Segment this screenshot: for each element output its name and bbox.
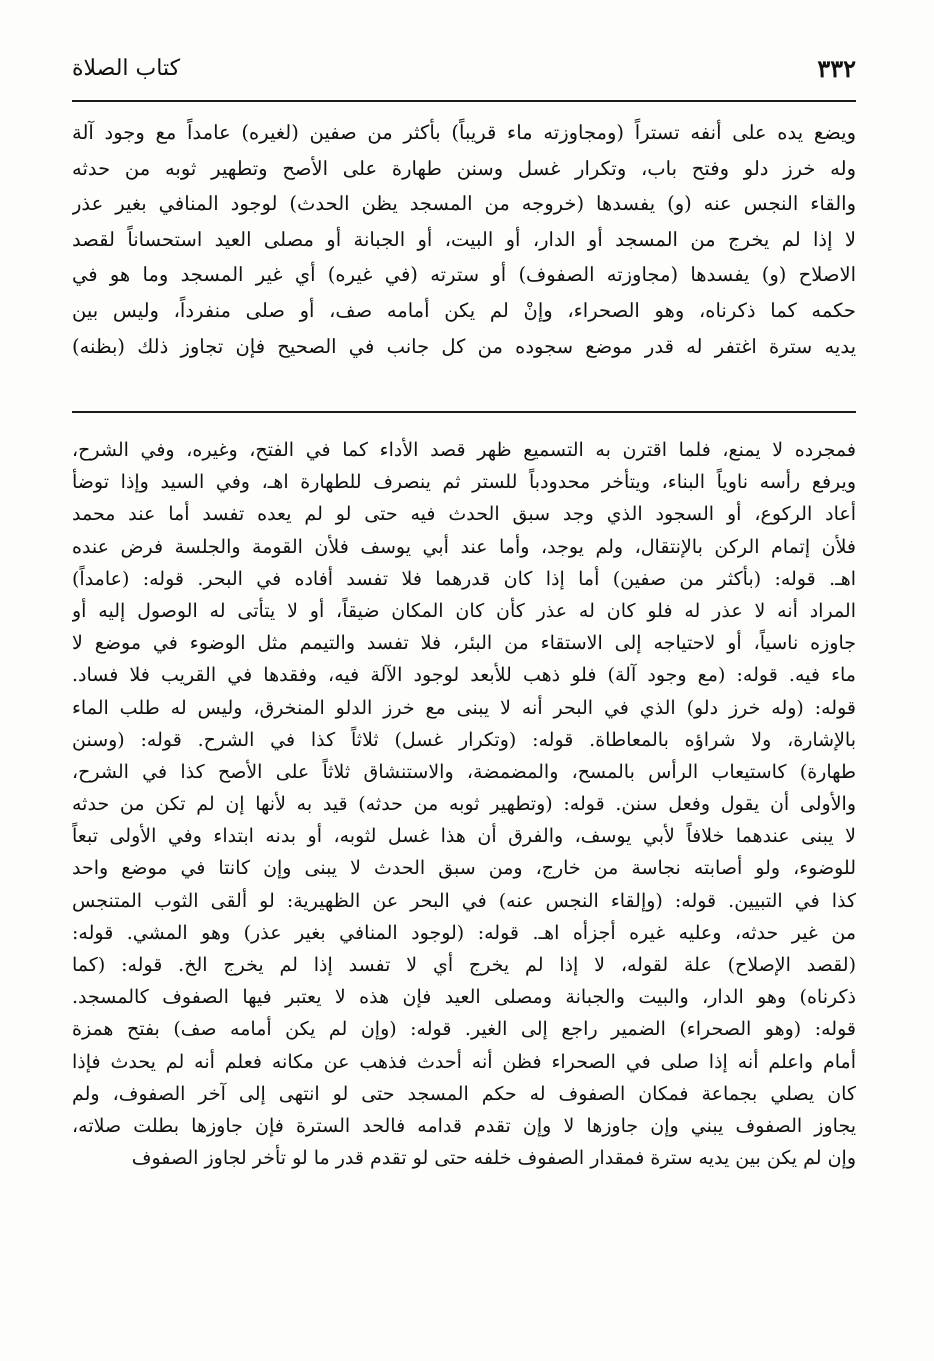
commentary-line: كذا في التبيين. قوله: (وإلقاء النجس عنه) في البحر عن الظهيرية: لو ألقى الثوب المتنجس bbox=[72, 889, 856, 912]
commentary-line: بالإشارة، ولا شراؤه بالمعاطاة. قوله: (وتكرار غسل) ثلاثاً كذا في الشرح. قوله: (وسنن bbox=[72, 728, 856, 751]
commentary-line: أمام واعلم أنه إذا صلى في الصحراء فظن أنه أحدث فذهب عن مكانه فعلم أنه لم يحدث فإذا bbox=[72, 1050, 856, 1073]
commentary-line: طهارة) كاستيعاب الرأس بالمسح، والمضمضة، والاستنشاق ثلاثاً على الأصح كذا في الشرح، bbox=[72, 760, 856, 783]
commentary-line: اهـ. قوله: (بأكثر من صفين) أما إذا كان قدرهما فلا تفسد أفاده في البحر. قوله: (عامداً) bbox=[72, 567, 856, 590]
commentary-line: المراد أنه لا عذر له فلو كان له عذر كأن كان المكان ضيقاً، أو لا يتأتى له الوصول إليه أو bbox=[72, 599, 856, 622]
commentary-line: فلأن إتمام الركن بالإنتقال، ولم يوجد، وأما عند أبي يوسف فلأن القومة والجلسة فرض عنده bbox=[72, 535, 856, 558]
commentary-line: ذكرناه) وهو الدار، والبيت والجبانة ومصلى العيد فإن هذه لا يعتبر فيها الصفوف كالمسجد. bbox=[72, 986, 856, 1009]
commentary-line: ماء فيه. قوله: (مع وجود آلة) فلو ذهب للأبعد لوجود الآلة فيه، وفقدها في القريب فلا فساد. bbox=[72, 664, 856, 687]
commentary-line: والأولى أن يقول وفعل سنن. قوله: (وتطهير ثوبه من حدثه) قيد به لأنها إن لم تكن من حدثه bbox=[72, 793, 856, 816]
main-text-line: وله خرز دلو وفتح باب، وتكرار غسل وسنن طهارة على الأصح وتطهير ثوبه من حدثه bbox=[72, 156, 856, 180]
commentary-line: ويرفع رأسه ناوياً البناء، ويتأخر محدودباً للستر ثم ينصرف للطهارة اهـ، وفي السيد وإذا توضأ bbox=[72, 471, 856, 494]
commentary-line: لا يبنى عندهما خلافاً لأبي يوسف، والفرق أن هذا غسل لثوبه، أو بدنه ابتداء وفي الأولى تبعاً bbox=[72, 825, 856, 848]
commentary-line: جاوزه ناسياً، أو لاحتياجه إلى الاستقاء من البئر، فلا تفسد والتيمم مثل الوضوء في موضع لا bbox=[72, 632, 856, 655]
commentary-line: كان يصلي بجماعة فمكان الصفوف له حكم المسجد حتى لو انتهى إلى آخر الصفوف، ولم bbox=[72, 1082, 856, 1105]
commentary-line: من غير حدثه، وعليه غيره أجزأه اهـ. قوله: (لوجود المنافي بغير عذر) وهو المشي. قوله: bbox=[72, 921, 856, 944]
page-number: ٣٣٢ bbox=[817, 54, 856, 83]
commentary-line: أعاد الركوع، أو السجود الذي وجد سبق الحدث فيه حتى لو لم يعده تفسد أما عند محمد bbox=[72, 503, 856, 526]
header-divider bbox=[72, 100, 856, 102]
main-text-line: الاصلاح (و) يفسدها (مجاوزته الصفوف) أو سترته (في غيره) أي غير المسجد وما هو في bbox=[72, 263, 856, 287]
main-text-line: حكمه كما ذكرناه، وهو الصحراء، وإنْ لم يكن أمامه صف، أو صلى منفرداً، وليس بين bbox=[72, 298, 856, 322]
commentary-text bbox=[72, 434, 856, 1174]
main-text-line: ويضع يده على أنفه تستراً (ومجاوزته ماء قريباً) بأكثر من صفين (لغيره) عامداً مع وجود آلة bbox=[72, 121, 856, 144]
book-title: كتاب الصلاة bbox=[72, 56, 181, 81]
commentary-line: فمجرده لا يمنع، فلما اقترن به التسميع ظهر قصد الأداء كما في الفتح، وغيره، وفي الشرح، bbox=[72, 439, 856, 461]
commentary-line: وإن لم يكن بين يديه سترة فمقدار الصفوف خلفه حتى لو تقدم قدر ما لو تأخر لجاوز الصفوف bbox=[131, 1147, 856, 1170]
commentary-line: (لقصد الإصلاح) علة لقوله، لا إذا لم يخرج أي لا تفسد إذا لم يخرج الخ. قوله: (كما bbox=[72, 954, 856, 976]
main-text-line: والقاء النجس عنه (و) يفسدها (خروجه من المسجد يظن الحدث) لوجود المنافي بغير عذر bbox=[72, 192, 856, 216]
main-text bbox=[72, 115, 856, 364]
main-text-line: لا إذا لم يخرج من المسجد أو الدار، أو البيت، أو الجبانة أو مصلى العيد استحساناً لقصد bbox=[72, 227, 856, 251]
commentary-line: قوله: (وله خرز دلو) الذي في البحر أنه لا يبنى مع خرز الدلو المنخرق، وليس له طلب الماء bbox=[72, 696, 856, 719]
commentary-line: للوضوء، ولو أصابته نجاسة من خارج، ومن سبق الحدث لا يبنى وإن كانتا في موضع واحد bbox=[72, 857, 856, 880]
page-header bbox=[72, 48, 856, 88]
commentary-line: قوله: (وهو الصحراء) الضمير راجع إلى الغير. قوله: (وإن لم يكن أمامه صف) بفتح همزة bbox=[72, 1018, 856, 1041]
commentary-divider bbox=[72, 411, 856, 413]
commentary-line: يجاوز الصفوف يبني وإن جاوزها لا وإن تقدم قدامه فالحد السترة فإن جاوزها بطلت صلاته، bbox=[72, 1114, 856, 1137]
main-text-line: يديه سترة اغتفر له قدر موضع سجوده من كل جانب في الصحيح فإن تجاوز ذلك (بظنه) bbox=[72, 334, 856, 358]
